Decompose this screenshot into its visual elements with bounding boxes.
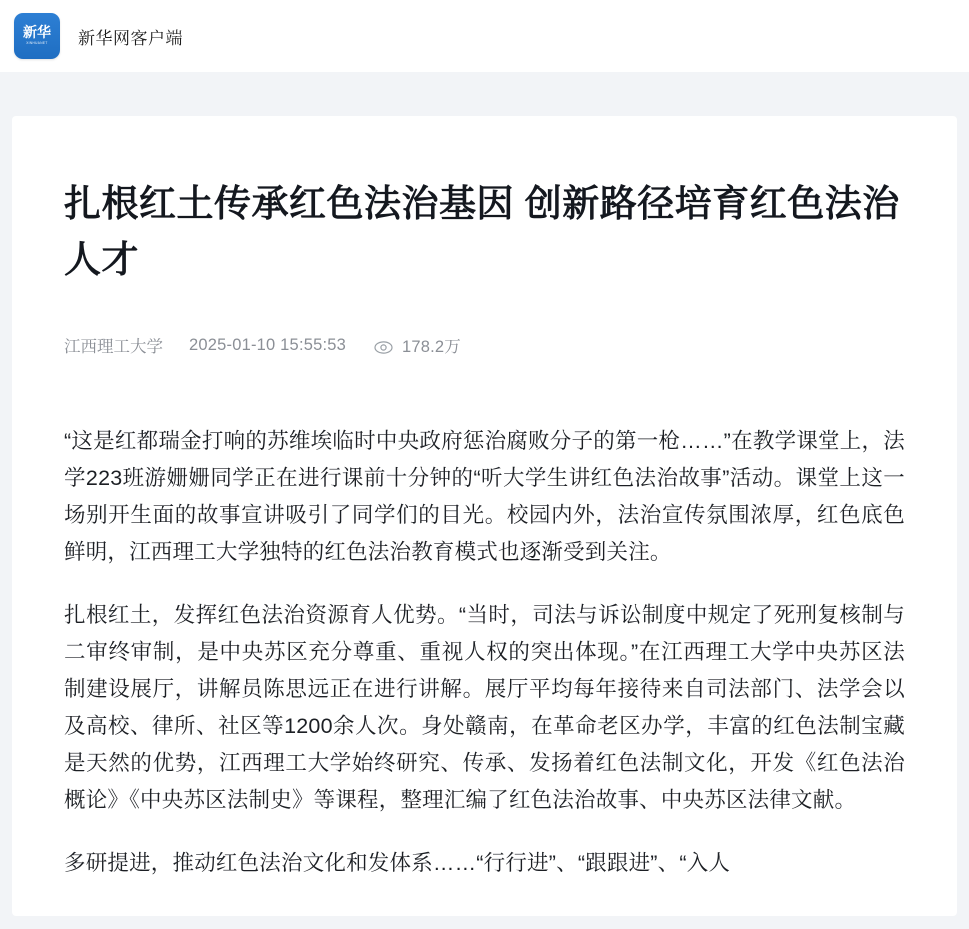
article-date: 2025-01-10 15:55:53 — [189, 335, 347, 354]
page-body — [0, 116, 969, 916]
app-header — [0, 0, 969, 72]
article-paragraph: 扎根红土，发挥红色法治资源育人优势。“当时，司法与诉讼制度中规定了死刑复核制与二审终审制，是中央苏区充分尊重、重视人权的突出体现。”在江西理工大学中央苏区法制建设展厅，讲解员陈思远正在进行讲解。展厅平均每年接待来自司法部门、法学会以及高校、律所、社区等1200余人次。身处赣南，在革命老区办学，丰富的红色法制宝藏是天然的优势，江西理工大学始终研究、传承、发扬着红色法制文化，开发《红色法治概论》《中央苏区法制史》等课程，整理汇编了红色法治故事、中央苏区法律文献。 — [64, 602, 905, 812]
article-source: 江西理工大学 — [64, 338, 163, 356]
page-title: 扎根红土传承红色法治基因 创新路径培育红色法治人才 — [64, 183, 900, 280]
article-paragraph: “这是红都瑞金打响的苏维埃临时中央政府惩治腐败分子的第一枪……”在教学课堂上，法学223班游姗姗同学正在进行课前十分钟的“听大学生讲红色法治故事”活动。课堂上这一场别开生面的故事宣讲吸引了同学们的目光。校园内外，法治宣传氛围浓厚，红色底色鲜明，江西理工大学独特的红色法治教育模式也逐渐受到关注。 — [64, 429, 905, 564]
brand-name: 新华网客户端 — [78, 28, 183, 48]
eye-icon — [374, 338, 393, 357]
article-body — [64, 423, 905, 875]
logo-text-en: XINHUANET — [26, 41, 48, 45]
article-meta — [64, 333, 905, 357]
logo-text-cn: 新华 — [23, 24, 51, 40]
article-views: 178.2万 — [402, 338, 462, 356]
article-paragraph: 多研提进，推动红色法治文化和发体系……“行行进”、“跟跟进”、“入人 — [64, 850, 731, 875]
xinhua-logo-icon — [14, 13, 60, 59]
header-spacer — [0, 72, 969, 116]
article-card — [12, 116, 957, 916]
